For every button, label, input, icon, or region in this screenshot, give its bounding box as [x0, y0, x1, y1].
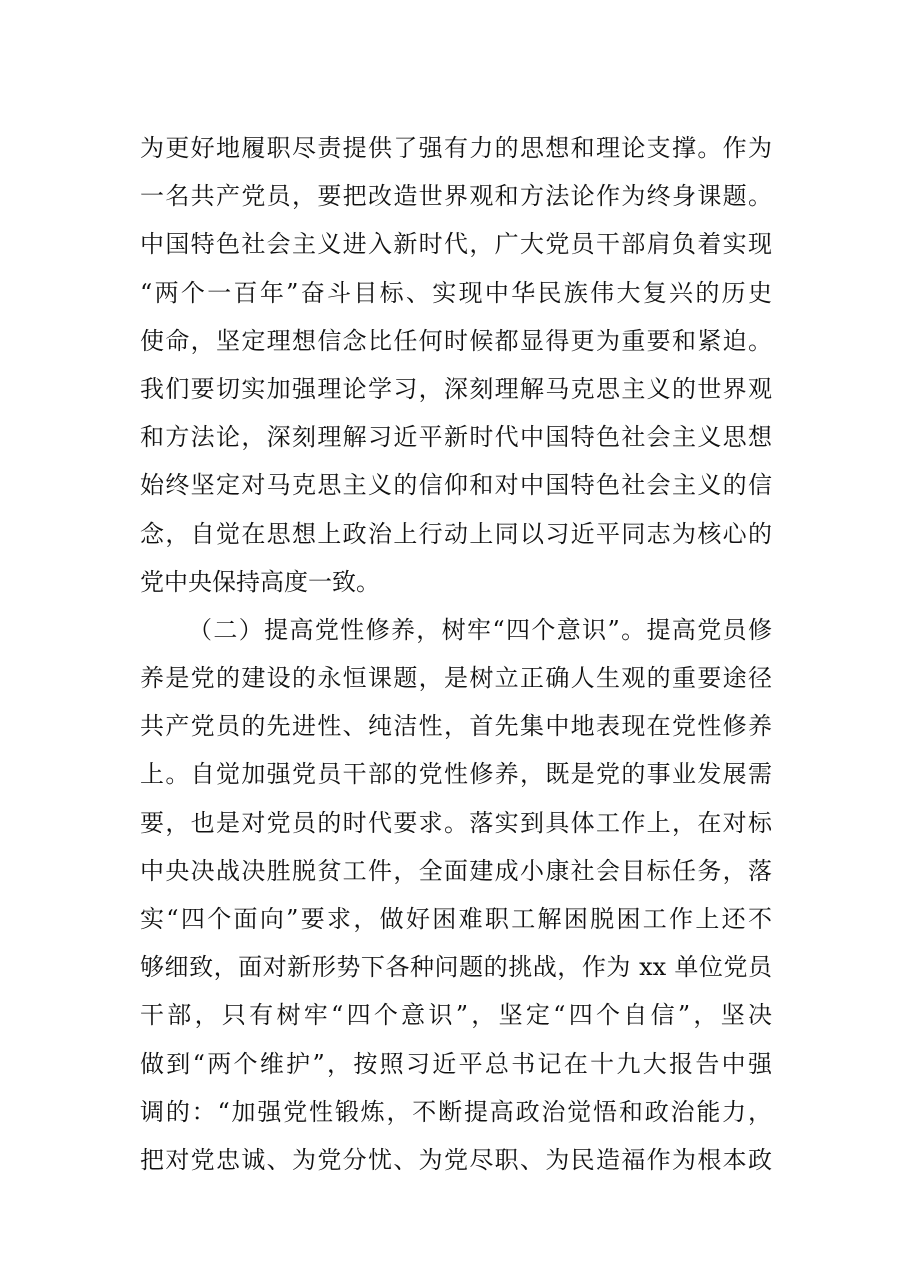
text-line: 为更好地履职尽责提供了强有力的思想和理论支撑。作为 — [140, 134, 772, 162]
text-line: “两个一百年”奋斗目标、实现中华民族伟大复兴的历史 — [140, 278, 772, 307]
body-text — [140, 124, 772, 1184]
text-line: 把对党忠诚、为党分忧、为党尽职、为民造福作为根本政 — [140, 1145, 772, 1174]
text-line: 一名共产党员，要把改造世界观和方法论作为终身课题。 — [140, 182, 772, 211]
text-line: 中国特色社会主义进入新时代，广大党员干部肩负着实现 — [140, 230, 772, 259]
text-line: 做到“两个维护”，按照习近平总书记在十九大报告中强 — [140, 1049, 772, 1078]
text-line: 上。自觉加强党员干部的党性修养，既是党的事业发展需 — [140, 760, 772, 789]
text-line: 调的：“加强党性锻炼，不断提高政治觉悟和政治能力， — [140, 1097, 772, 1126]
text-line: 实“四个面向”要求，做好困难职工解困脱困工作上还不 — [140, 905, 772, 933]
text-line: 干部，只有树牢“四个意识”，坚定“四个自信”，坚决 — [140, 1001, 772, 1030]
text-line: 念，自觉在思想上政治上行动上同以习近平同志为核心的 — [140, 519, 772, 548]
text-line: 养是党的建设的永恒课题，是树立正确人生观的重要途径 — [140, 664, 772, 693]
text-line: 够细致，面对新形势下各种问题的挑战，作为 xx 单位党员 — [140, 953, 772, 982]
text-line: 使命，坚定理想信念比任何时候都显得更为重要和紧迫。 — [140, 326, 772, 355]
text-line: 中央决战决胜脱贫工件，全面建成小康社会目标任务，落 — [140, 856, 772, 885]
section-heading-line: （二）提高党性修养，树牢“四个意识”。提高党员修 — [188, 615, 772, 644]
text-line: 始终坚定对马克思主义的信仰和对中国特色社会主义的信 — [140, 471, 772, 500]
text-line: 我们要切实加强理论学习，深刻理解马克思主义的世界观 — [140, 374, 772, 403]
text-line: 共产党员的先进性、纯洁性，首先集中地表现在党性修养 — [140, 712, 772, 741]
paragraph-end-line: 党中央保持高度一致。 — [140, 567, 380, 596]
text-line: 和方法论，深刻理解习近平新时代中国特色社会主义思想 — [140, 423, 772, 452]
text-line: 要，也是对党员的时代要求。落实到具体工作上，在对标 — [140, 808, 772, 837]
